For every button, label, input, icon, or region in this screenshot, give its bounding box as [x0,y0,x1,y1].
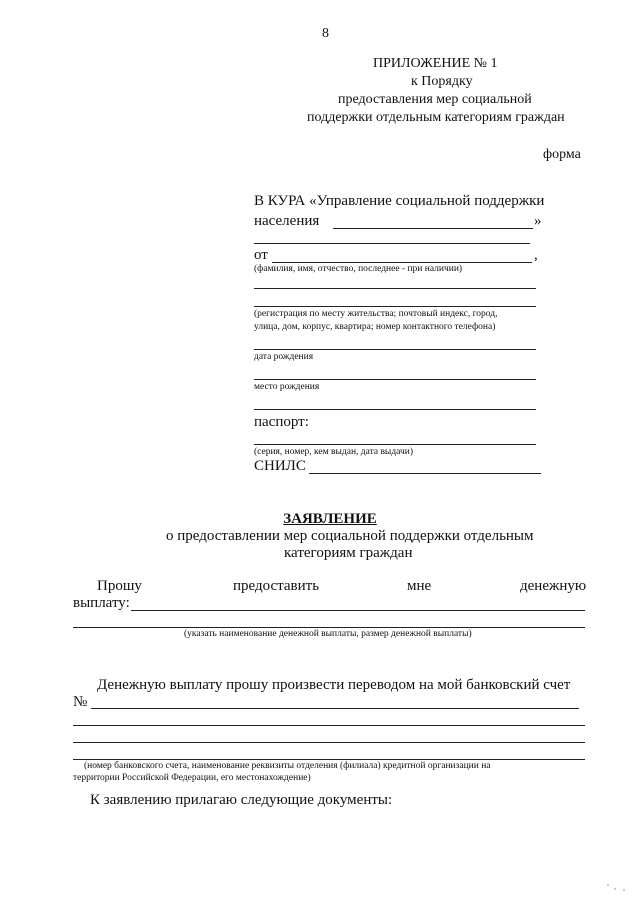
payment-field-line-2[interactable] [73,627,585,628]
request-word-3: мне [407,578,432,594]
addressee-line-2-suffix: » [534,213,542,229]
registration-line-2[interactable] [254,306,536,307]
appendix-title: ПРИЛОЖЕНИЕ № 1 [373,56,498,71]
passport-label: паспорт: [254,414,309,430]
registration-line-1[interactable] [254,288,536,289]
registration-hint-1: (регистрация по месту жительства; почтовый индекс, город, [254,309,498,319]
application-title: ЗАЯВЛЕНИЕ [283,511,377,527]
addressee-line-2-prefix: населения [254,213,320,229]
passport-hint: (серия, номер, кем выдан, дата выдачи) [254,447,414,457]
addressee-line-1: В КУРА «Управление социальной поддержки [254,193,545,209]
appendix-desc-1: предоставления мер социальной [338,92,532,107]
form-label: форма [543,147,581,162]
registration-hint-2: улица, дом, корпус, квартира; номер контактного телефона) [254,322,496,332]
snils-label: СНИЛС [254,458,306,474]
addressee-extra-line[interactable] [254,243,530,244]
birth-place-label: место рождения [254,382,320,392]
request-word-4: денежную [520,578,587,594]
bank-account-line-2[interactable] [73,725,585,726]
bank-hint-1: (номер банковского счета, наименование реквизиты отделения (филиала) кредитной организации на [84,761,491,771]
application-subtitle-1: о предоставлении мер социальной поддержки отдельным [166,528,534,544]
bank-account-line-4[interactable] [73,759,585,760]
birth-date-line[interactable] [254,349,536,350]
request-word-2: предоставить [233,578,320,594]
birth-date-label: дата рождения [254,352,314,362]
request-word-5: выплату: [73,595,130,611]
bank-transfer-line: Денежную выплату прошу произвести переводом на мой банковский счет [97,677,571,693]
bank-account-line-3[interactable] [73,742,585,743]
application-subtitle-2: категориям граждан [284,545,413,561]
fio-field-line[interactable] [272,262,532,263]
attachments-line: К заявлению прилагаю следующие документы: [90,792,393,808]
number-sign: № [73,694,88,710]
birth-place-line-2[interactable] [254,409,536,410]
snils-field-line[interactable] [309,473,541,474]
department-field-line[interactable] [333,228,533,229]
birth-place-line[interactable] [254,379,536,380]
payment-field-line-1[interactable] [131,610,585,611]
appendix-order: к Порядку [411,74,473,89]
bank-account-line-1[interactable] [91,708,579,709]
page-number: 8 [322,26,329,41]
from-comma: , [534,247,538,263]
payment-hint: (указать наименование денежной выплаты, размер денежной выплаты) [184,629,472,639]
appendix-desc-2: поддержки отдельным категориям граждан [307,110,565,125]
fio-hint: (фамилия, имя, отчество, последнее - при наличии) [254,264,463,274]
bank-hint-2: территории Российской Федерации, его местонахождение) [73,773,311,783]
passport-field-line[interactable] [254,444,536,445]
from-label: от [254,247,268,263]
request-word-1: Прошу [97,578,142,594]
